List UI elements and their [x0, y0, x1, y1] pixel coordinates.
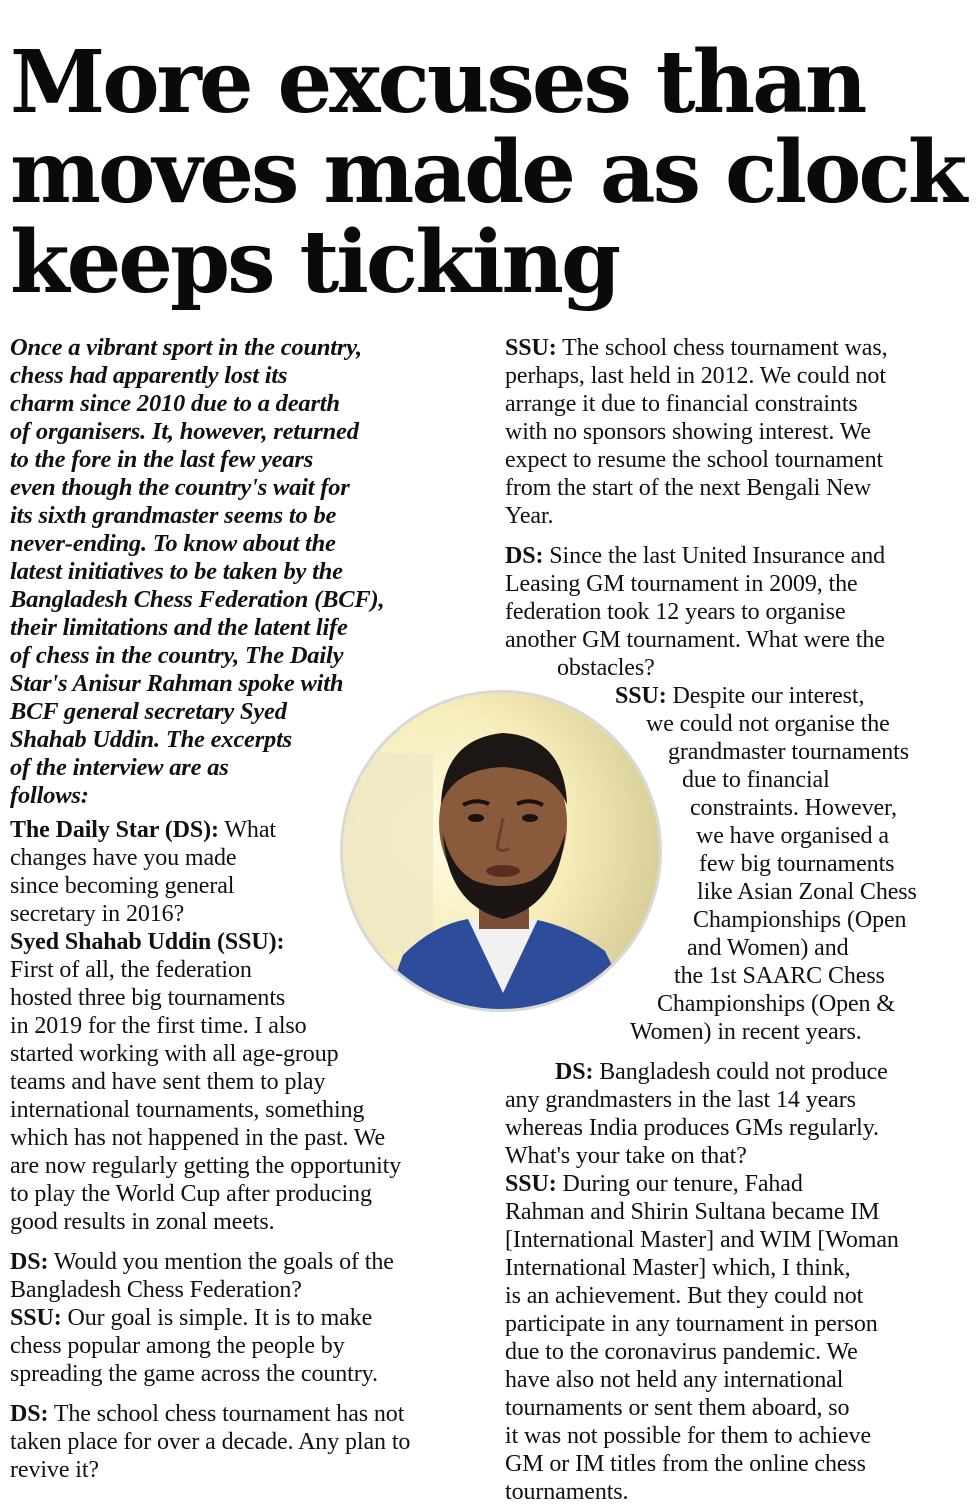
speaker-label: SSU: — [10, 1305, 62, 1331]
text-line: Rahman and Shirin Sultana became IM — [505, 1199, 880, 1225]
text-line: have also not held any international — [505, 1367, 844, 1393]
text-line: Leasing GM tournament in 2009, the — [505, 571, 858, 597]
intro-line: its sixth grandmaster seems to be — [10, 502, 337, 529]
portrait-icon — [343, 693, 659, 1009]
text-line: in 2019 for the first time. I also — [10, 1013, 307, 1039]
text-line: International Master] which, I think, — [505, 1255, 851, 1281]
intro-line: of organisers. It, however, returned — [10, 418, 359, 445]
speaker-label: DS: — [555, 1059, 594, 1085]
headline — [10, 32, 970, 313]
text-line: is an achievement. But they could not — [505, 1283, 864, 1309]
text-line: hosted three big tournaments — [10, 985, 286, 1011]
speaker-label: The Daily Star (DS): — [10, 817, 219, 843]
text-line: any grandmasters in the last 14 years — [505, 1087, 856, 1113]
text-line: [International Master] and WIM [Woman — [505, 1227, 899, 1253]
text-line: Despite our interest, — [666, 683, 865, 709]
headline-line: keeps ticking — [10, 212, 619, 313]
answer-5 — [505, 1170, 967, 1506]
text-line: spreading the game across the country. — [10, 1361, 378, 1387]
text-line: which has not happened in the past. We — [10, 1125, 386, 1151]
text-line: arrange it due to financial constraints — [505, 391, 858, 417]
text-line: good results in zonal meets. — [10, 1209, 275, 1235]
text-line: Championships (Open — [693, 907, 907, 933]
text-line: The school chess tournament was, — [556, 335, 888, 361]
intro-line: Shahab Uddin. The excerpts — [10, 726, 293, 753]
text-line: Since the last United Insurance and — [543, 543, 885, 569]
text-line: since becoming general — [10, 873, 235, 899]
intro-line: latest initiatives to be taken by the — [10, 558, 343, 585]
text-line: Bangladesh Chess Federation? — [10, 1277, 302, 1303]
text-line: During our tenure, Fahad — [556, 1171, 803, 1197]
portrait-photo — [340, 690, 662, 1012]
speaker-label: SSU: — [615, 683, 667, 709]
backdrop-banner — [343, 753, 433, 953]
text-line: with no sponsors showing interest. We — [505, 419, 871, 445]
text-line: GM or IM titles from the online chess — [505, 1451, 866, 1477]
text-line: few big tournaments — [699, 851, 895, 877]
text-line: obstacles? — [557, 655, 655, 681]
text-line: it was not possible for them to achieve — [505, 1423, 872, 1449]
text-line: another GM tournament. What were the — [505, 627, 885, 653]
right-eye — [522, 814, 538, 822]
text-line: federation took 12 years to organise — [505, 599, 846, 625]
text-line: from the start of the next Bengali New — [505, 475, 872, 501]
text-line: tournaments or sent them aboard, so — [505, 1395, 850, 1421]
text-line: Our goal is simple. It is to make — [61, 1305, 373, 1331]
answer-2 — [10, 1304, 474, 1388]
text-line: teams and have sent them to play — [10, 1069, 326, 1095]
text-line: constraints. However, — [690, 795, 897, 821]
text-line: are now regularly getting the opportunity — [10, 1153, 402, 1179]
text-line: First of all, the federation — [10, 957, 252, 983]
intro-line: charm since 2010 due to a dearth — [10, 390, 340, 417]
text-line: taken place for over a decade. Any plan to — [10, 1429, 411, 1455]
text-line: due to financial — [682, 767, 830, 793]
text-line: to play the World Cup after producing — [10, 1181, 372, 1207]
text-line: changes have you made — [10, 845, 237, 871]
text-line: perhaps, last held in 2012. We could not — [505, 363, 886, 389]
left-eye — [468, 814, 484, 822]
question-5 — [505, 1058, 967, 1170]
intro-line: Star's Anisur Rahman spoke with — [10, 670, 344, 697]
intro-line: to the fore in the last few years — [10, 446, 314, 473]
intro-line: Bangladesh Chess Federation (BCF), — [10, 586, 385, 613]
text-line: we could not organise the — [646, 711, 890, 737]
question-3 — [10, 1400, 474, 1484]
intro-line: BCF general secretary Syed — [10, 698, 287, 725]
text-line: started working with all age-group — [10, 1041, 339, 1067]
intro-line: even though the country's wait for — [10, 474, 350, 501]
intro-line: never-ending. To know about the — [10, 530, 336, 557]
text-line: international tournaments, something — [10, 1097, 365, 1123]
speaker-label: DS: — [505, 543, 544, 569]
mouth-shape — [486, 865, 520, 877]
text-line: What's your take on that? — [505, 1143, 747, 1169]
text-line: Women) in recent years. — [630, 1019, 862, 1045]
intro-line: chess had apparently lost its — [10, 362, 288, 389]
intro-line: of the interview are as — [10, 754, 229, 781]
speaker-label: SSU: — [505, 335, 557, 361]
text-line: like Asian Zonal Chess — [697, 879, 917, 905]
speaker-label: DS: — [10, 1401, 49, 1427]
text-line: Year. — [505, 503, 554, 529]
text-line: participate in any tournament in person — [505, 1311, 878, 1337]
intro-line: of chess in the country, The Daily — [10, 642, 344, 669]
speaker-label: SSU: — [505, 1171, 557, 1197]
text-line: we have organised a — [696, 823, 889, 849]
text-line: due to the coronavirus pandemic. We — [505, 1339, 858, 1365]
text-line: secretary in 2016? — [10, 901, 185, 927]
intro-line: their limitations and the latent life — [10, 614, 348, 641]
text-line: Bangladesh could not produce — [593, 1059, 888, 1085]
intro-line: Once a vibrant sport in the country, — [10, 334, 362, 361]
speaker-label: Syed Shahab Uddin (SSU): — [10, 929, 285, 955]
text-line: chess popular among the people by — [10, 1333, 345, 1359]
text-line: expect to resume the school tournament — [505, 447, 884, 473]
headline-line: More excuses than — [10, 32, 865, 133]
text-line: the 1st SAARC Chess — [674, 963, 885, 989]
text-line: grandmaster tournaments — [668, 739, 909, 765]
text-line: Would you mention the goals of the — [48, 1249, 394, 1275]
answer-3 — [505, 334, 967, 530]
text-line: tournaments. — [505, 1479, 629, 1505]
text-line: and Women) and — [687, 935, 849, 961]
text-line: The school chess tournament has not — [48, 1401, 405, 1427]
text-line: whereas India produces GMs regularly. — [505, 1115, 879, 1141]
text-line: Championships (Open & — [657, 991, 895, 1017]
question-2 — [10, 1248, 474, 1304]
speaker-label: DS: — [10, 1249, 49, 1275]
question-4 — [505, 542, 967, 682]
intro-line: follows: — [10, 782, 89, 809]
text-line: What — [218, 817, 276, 843]
headline-line: moves made as clock — [10, 122, 965, 223]
text-line: revive it? — [10, 1457, 99, 1483]
